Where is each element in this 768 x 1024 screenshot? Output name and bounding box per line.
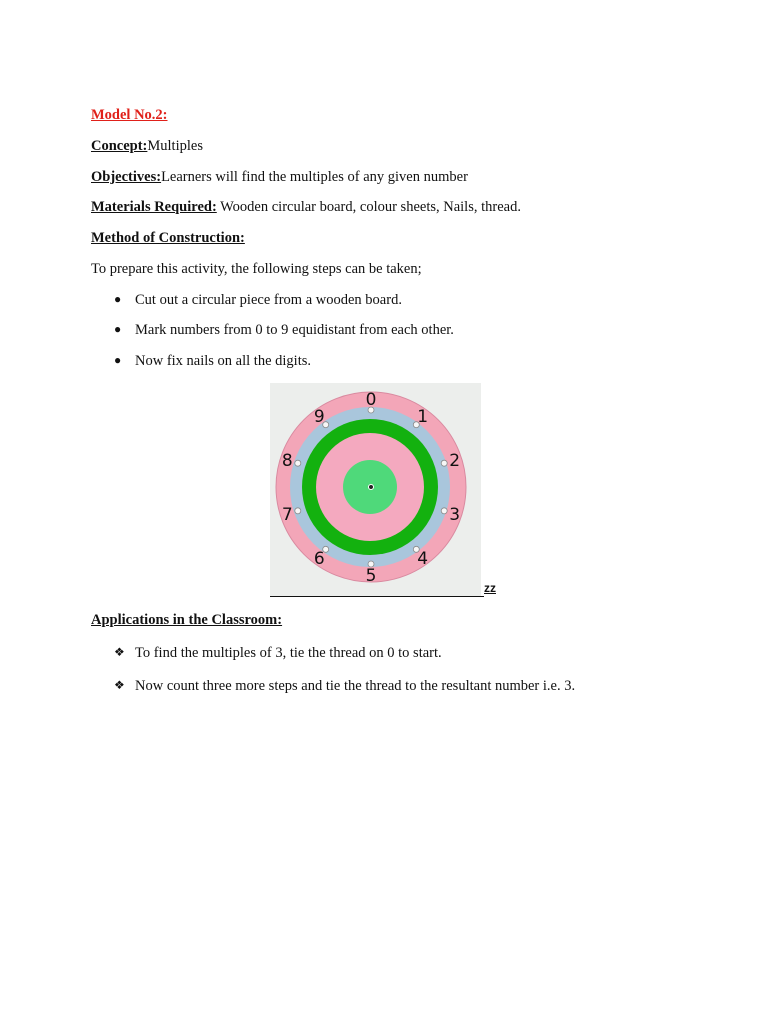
intro-text: To prepare this activity, the following steps can be taken; [91,261,422,277]
digit-label: 2 [449,450,461,471]
page-heading: Model No.2: [91,107,168,123]
digit-label: 1 [417,406,429,427]
objectives-label: Objectives: [91,169,162,185]
method-heading: Method of Construction: [91,230,245,246]
application-text: Now count three more steps and tie the thread to the resultant number i.e. 3. [135,678,576,694]
photo-underline [270,596,484,597]
digit-label: 3 [449,505,461,526]
diamond-bullet-icon: ❖ [114,678,125,692]
step-text: Now fix nails on all the digits. [135,353,311,369]
concept-line [91,138,203,155]
digit-label: 7 [281,505,293,526]
digit-label: 9 [313,406,325,427]
nail [295,460,301,466]
bullet-icon: ● [114,322,122,336]
bullet-icon: ● [114,353,122,367]
bullet-icon: ● [114,292,122,306]
objectives-text: Learners will find the multiples of any given number [161,169,468,185]
digit-label: 0 [365,390,377,410]
materials-text: Wooden circular board, colour sheets, Nails, thread. [216,199,521,215]
materials-line [91,199,521,216]
diamond-bullet-icon: ❖ [114,645,125,659]
digit-label: 6 [313,549,325,570]
objectives-line [91,169,468,186]
nail [441,460,447,466]
application-text: To find the multiples of 3, tie the thread on 0 to start. [135,645,442,661]
multiples-board-illustration [270,383,481,596]
center-nail [369,485,374,490]
nail [295,508,301,514]
digit-label: 5 [365,566,377,586]
applications-heading: Applications in the Classroom: [91,612,283,628]
materials-label: Materials Required: [91,199,217,215]
concept-text: Multiples [147,138,203,154]
caption-mark: zz [484,581,496,595]
step-text: Mark numbers from 0 to 9 equidistant from each other. [135,322,454,338]
concept-label: Concept: [91,138,148,154]
digit-label: 4 [417,549,429,570]
board-photo [270,383,481,596]
step-text: Cut out a circular piece from a wooden board. [135,292,402,308]
digit-label: 8 [281,450,293,471]
nail [441,508,447,514]
